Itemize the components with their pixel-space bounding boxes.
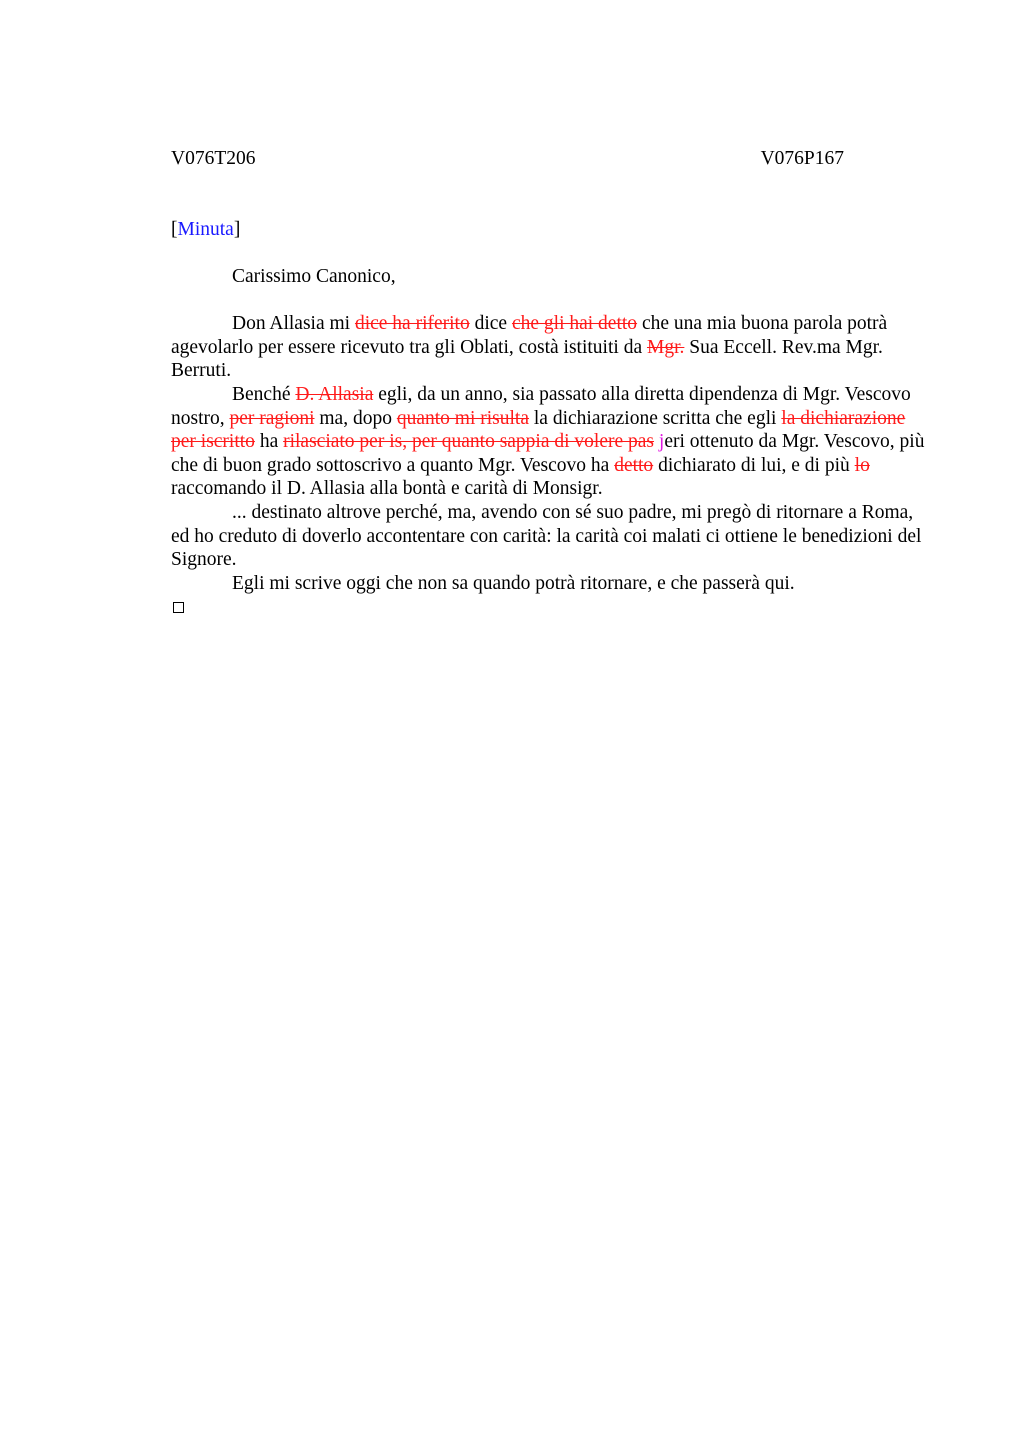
salutation: Carissimo Canonico, — [232, 266, 396, 287]
open-bracket: [ — [171, 219, 178, 240]
text-segment: dice — [469, 313, 512, 335]
paragraph-3: ... destinato altrove perché, ma, avendo con sé suo padre, mi pregò di ritornare a Roma, ed ho creduto di doverlo accontentare con carità: la carità coi malati ci ottiene le benedizioni del Signore. — [171, 501, 922, 571]
document-type-label — [171, 218, 240, 242]
deleted-text: Mgr. — [646, 336, 685, 358]
deleted-text: detto — [614, 454, 654, 476]
text-segment: Don Allasia mi — [232, 313, 355, 335]
text-segment: Sua Eccell. Rev.ma Mgr. Berruti. — [171, 336, 883, 382]
deleted-text: quanto mi risulta — [396, 407, 529, 429]
deleted-text: D. Allasia — [295, 383, 374, 405]
text-segment: che una mia buona parola potrà agevolarlo per essere ricevuto tra gli Oblati, costà istituiti da — [171, 313, 888, 358]
paragraph-2 — [171, 383, 933, 501]
close-bracket: ] — [233, 219, 241, 240]
text-segment: dichiarato di lui, e di più — [653, 454, 855, 476]
text-segment: Benché — [232, 383, 296, 405]
text-segment: ma, dopo — [314, 407, 397, 429]
deleted-text: rilasciato per is, per quanto sappia di volere pas — [283, 431, 655, 453]
text-segment: raccomando il D. Allasia alla bontà e carità di Monsigr. — [171, 478, 603, 500]
end-of-document-square-icon — [173, 602, 184, 613]
paragraph-4: Egli mi scrive oggi che non sa quando potrà ritornare, e che passerà qui. — [232, 572, 795, 594]
letter-body — [171, 265, 933, 595]
text-segment: ha — [254, 431, 284, 453]
document-code-right: V076P167 — [760, 148, 844, 169]
text-segment: la dichiarazione scritta che egli — [529, 407, 782, 429]
deleted-text: lo — [854, 454, 870, 476]
text-segment: eri ottenuto da Mgr. Vescovo, più che di buon grado sottoscrivo a quanto Mgr. Vescovo ha — [171, 431, 925, 476]
inserted-text: j — [658, 431, 665, 453]
deleted-text: per ragioni — [229, 407, 315, 429]
text-segment: egli, da un anno, sia passato alla diretta dipendenza di Mgr. Vescovo nostro, — [171, 383, 911, 429]
deleted-text: dice ha riferito — [354, 313, 470, 335]
document-code-left: V076T206 — [171, 148, 256, 169]
paragraph-1 — [171, 312, 933, 383]
minuta-label: Minuta — [177, 219, 234, 240]
deleted-text: che gli hai detto — [511, 313, 638, 335]
deleted-text: la dichiarazione per iscritto — [171, 407, 906, 453]
